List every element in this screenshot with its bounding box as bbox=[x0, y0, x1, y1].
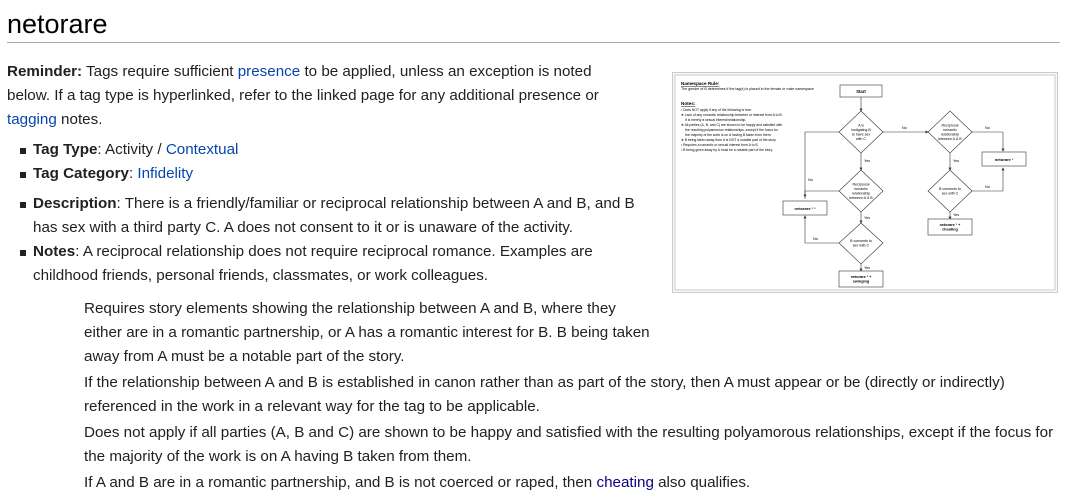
flowchart-node-text: to have sex bbox=[851, 132, 871, 137]
tag-category-item: Tag Category: Infidelity bbox=[7, 162, 637, 186]
flowchart-node-text: A is bbox=[858, 123, 864, 128]
flowchart-outcome-netorare-right-label: netorare ¹ bbox=[994, 157, 1014, 162]
flowchart-note-line: the majority of the work is on A having B taken from them. bbox=[685, 133, 772, 137]
flowchart-node-text: relationship bbox=[940, 132, 960, 137]
flowchart-node-text: romantic bbox=[854, 187, 868, 192]
reminder-text-1: Tags require sufficient bbox=[82, 63, 238, 80]
notes-item: Notes: A reciprocal relationship does not require reciprocal romance. Examples are childhood friends, personal friends, classmates, or work colleagues. bbox=[7, 240, 637, 288]
flowchart-outcome-netorare-left-label: netorare ¹ ³ bbox=[794, 206, 816, 211]
flowchart-note-line: ³ B being given away by A must be a notable part of the story. bbox=[681, 148, 773, 152]
notes-last-text-2: also qualifies. bbox=[653, 474, 751, 491]
flowchart-edge-no: No bbox=[985, 185, 990, 189]
description-label: Description bbox=[33, 195, 117, 212]
tag-type-separator: / bbox=[153, 141, 166, 158]
page-title: netorare bbox=[7, 9, 108, 39]
flowchart-note-line: the resulting polyamorous relationships, except if the focus for bbox=[685, 128, 778, 132]
flowchart-outcome-text: swinging bbox=[852, 279, 870, 284]
flowchart-node-text: between A & B bbox=[938, 136, 962, 141]
tag-type-label: Tag Type bbox=[33, 141, 98, 158]
flowchart-edge-no: No bbox=[902, 126, 907, 130]
notes-details bbox=[84, 297, 1059, 497]
flowchart-decision-consent-left-text bbox=[850, 239, 872, 247]
description-item: Description: There is a friendly/familiar or reciprocal relationship between A and B, and B has sex with a third party C. A does not consent to it or is unaware of the activity. bbox=[7, 192, 637, 240]
flowchart-figure[interactable] bbox=[672, 72, 1058, 293]
flowchart-outcome-text: netorare ¹ + bbox=[850, 274, 872, 279]
flowchart-note-line: ² Requires a romantic or sexual interest from A to B. bbox=[681, 143, 759, 147]
flowchart-node-text: Reciprocal bbox=[941, 123, 959, 128]
tag-info-list bbox=[7, 138, 637, 288]
tag-category-label: Tag Category bbox=[33, 165, 129, 182]
flowchart-notes-title: Notes: bbox=[681, 101, 696, 106]
flowchart-node-text: romantic bbox=[943, 128, 957, 133]
flowchart-edge-yes: Yes bbox=[864, 159, 871, 163]
article-body bbox=[7, 60, 637, 288]
description-text: There is a friendly/familiar or reciprocal relationship between A and B, and B has sex with a third party C. A does not consent to it or is unaware of the activity. bbox=[33, 195, 635, 236]
title-divider bbox=[7, 42, 1060, 43]
flowchart-note-line: ➤ B being taken away from A is NOT a notable part of the story. bbox=[681, 138, 777, 142]
flowchart-edge-no: No bbox=[985, 126, 990, 130]
tagging-link[interactable]: tagging bbox=[7, 111, 57, 128]
flowchart-start-label: Start bbox=[856, 89, 866, 94]
flowchart-edge-yes: Yes bbox=[953, 213, 960, 217]
cheating-link[interactable]: cheating bbox=[596, 474, 654, 491]
flowchart-edge-yes: Yes bbox=[953, 159, 960, 163]
flowchart-decision-consent-right-text bbox=[939, 187, 961, 195]
flowchart-node-text: sex with C bbox=[852, 243, 870, 248]
flowchart-outcome-text: netorare ¹ + bbox=[939, 222, 961, 227]
flowchart-outcome-swinging-text bbox=[851, 275, 873, 284]
reminder-text-2: to be applied, unless an exception is noted below. If a tag type is hyperlinked, refer to the linked page for any additional presence or bbox=[7, 63, 599, 104]
flowchart-diagram bbox=[673, 73, 1057, 292]
flowchart-edge-yes: Yes bbox=[864, 216, 871, 220]
reminder-text-3: notes. bbox=[56, 111, 103, 128]
flowchart-rule-text: The gender of B determines if the tag(s) is placed in the female or male namespace bbox=[681, 87, 814, 91]
notes-last-text-1: If A and B are in a romantic partnership, and B is not coerced or raped, then bbox=[84, 474, 597, 491]
flowchart-node-text: B consents to bbox=[939, 187, 961, 192]
infidelity-link[interactable]: Infidelity bbox=[137, 165, 194, 182]
notes-paragraph: If the relationship between A and B is established in canon rather than as part of the story, then A must appear or be (directly or indirectly) referenced in the work in a relevant way for the tag to be applicable. bbox=[84, 374, 1005, 415]
reminder-paragraph bbox=[7, 60, 637, 132]
flowchart-outcome-text: cheating bbox=[942, 227, 958, 232]
flowchart-rule-title: Namespace Rule: bbox=[681, 81, 720, 86]
flowchart-node-text: relationship bbox=[851, 191, 871, 196]
tag-type-item: Tag Type: Activity / Contextual bbox=[7, 138, 637, 162]
flowchart-edge-yes: Yes bbox=[864, 266, 871, 270]
contextual-link[interactable]: Contextual bbox=[165, 141, 239, 158]
flowchart-node-text: Reciprocal bbox=[852, 182, 870, 187]
notes-paragraph: Requires story elements showing the relationship between A and B, where they either are in a romantic partnership, or A has a romantic interest for B. B being taken away from A must be a notable part of the story. bbox=[84, 300, 650, 365]
flowchart-note-line: ¹ Does NOT apply if any of the following is true: bbox=[681, 108, 752, 112]
notes-label: Notes bbox=[33, 243, 76, 260]
flowchart-edge-no: No bbox=[808, 178, 813, 182]
flowchart-note-line: ➤ Lack of any romantic relationship between or interest from A to B. bbox=[681, 113, 783, 117]
flowchart-edge-no: No bbox=[813, 237, 818, 241]
presence-link[interactable]: presence bbox=[237, 63, 301, 80]
flowchart-node-text: between A & B bbox=[849, 195, 873, 200]
tag-type-value: Activity bbox=[105, 141, 154, 158]
notes-text: A reciprocal relationship does not require reciprocal romance. Examples are childhood friends, personal friends, classmates, or work colleagues. bbox=[33, 243, 593, 284]
flowchart-node-text: with C bbox=[856, 136, 866, 141]
flowchart-node-text: instigating B bbox=[851, 128, 871, 133]
flowchart-note-line: ➤ All parties (A, B, and C) are shown to be happy and satisfied with bbox=[681, 123, 783, 127]
flowchart-note-line: It is merely a sexual interest/relationship. bbox=[685, 118, 747, 122]
notes-paragraph: Does not apply if all parties (A, B and C) are shown to be happy and satisfied with the resulting polyamorous relationships, except if the focus for the majority of the work is on A having B taken from them. bbox=[84, 424, 1054, 465]
reminder-label: Reminder: bbox=[7, 63, 83, 80]
flowchart-node-text: sex with C bbox=[941, 191, 959, 196]
flowchart-node-text: B consents to bbox=[850, 239, 872, 244]
notes-paragraph bbox=[84, 471, 1059, 495]
